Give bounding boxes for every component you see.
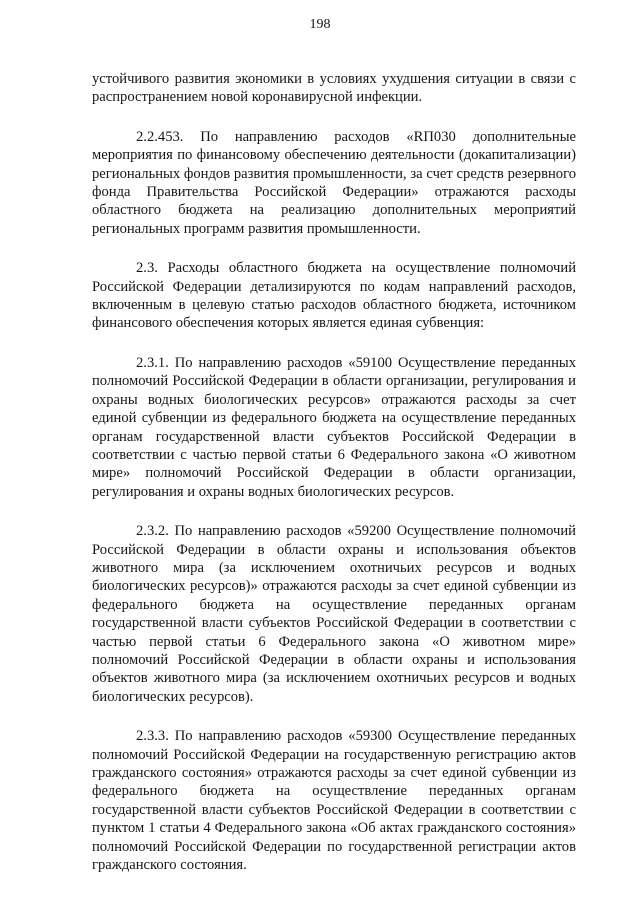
paragraph-2-3: 2.3. Расходы областного бюджета на осуществление полномочий Российской Федерации детализируются по кодам направлений расходов, включенным в целевую статью расходов областного бюджета, источником финансового обеспечения которых является единая субвенция: (92, 260, 576, 332)
page-number: 198 (309, 17, 331, 32)
paragraph-2-2-453: 2.2.453. По направлению расходов «RП030 дополнительные мероприятия по финансовому обеспечению деятельности (докапитализации) региональных фондов развития промышленности, за счет средств резервного фонда Правительства Российской Федерации» отражаются расходы областного бюджета на реализацию дополнительных мероприятий региональных программ развития промышленности. (92, 128, 576, 237)
paragraph-2-3-2: 2.3.2. По направлению расходов «59200 Осуществление полномочий Российской Федерации в области охраны и использования объектов животного мира (за исключением охотничьих ресурсов и водных биологических ресурсов)» отражаются расходы за счет единой субвенции из федерального бюджета на осуществление переданных органам государственной власти субъектов Российской Федерации в соответствии с частью первой статьи 6 Федерального закона «О животном мире» полномочий Российской Федерации в области охраны и использования объектов животного мира (за исключением охотничьих ресурсов и водных биологических ресурсов). (92, 523, 576, 705)
document-body (92, 70, 576, 874)
paragraph-2-3-1: 2.3.1. По направлению расходов «59100 Осуществление переданных полномочий Российской Федерации в области организации, регулирования и охраны водных биологических ресурсов» отражаются расходы за счет единой субвенции из федерального бюджета на осуществление переданных органам государственной власти субъектов Российской Федерации в соответствии с частью первой статьи 6 Федерального закона «О животном мире» полномочий Российской Федерации в области организации, регулирования и охраны водных биологических ресурсов. (92, 354, 576, 500)
paragraph-2-3-3: 2.3.3. По направлению расходов «59300 Осуществление переданных полномочий Российской Федерации на государственную регистрацию актов гражданского состояния» отражаются расходы за счет единой субвенции из федерального бюджета на осуществление переданных органам государственной власти субъектов Российской Федерации в соответствии с пунктом 1 статьи 4 Федерального закона «Об актах гражданского состояния» полномочий Российской Федерации по государственной регистрации актов гражданского состояния. (92, 728, 576, 874)
paragraph-continuation: устойчивого развития экономики в условиях ухудшения ситуации в связи с распространением новой коронавирусной инфекции. (92, 71, 576, 106)
